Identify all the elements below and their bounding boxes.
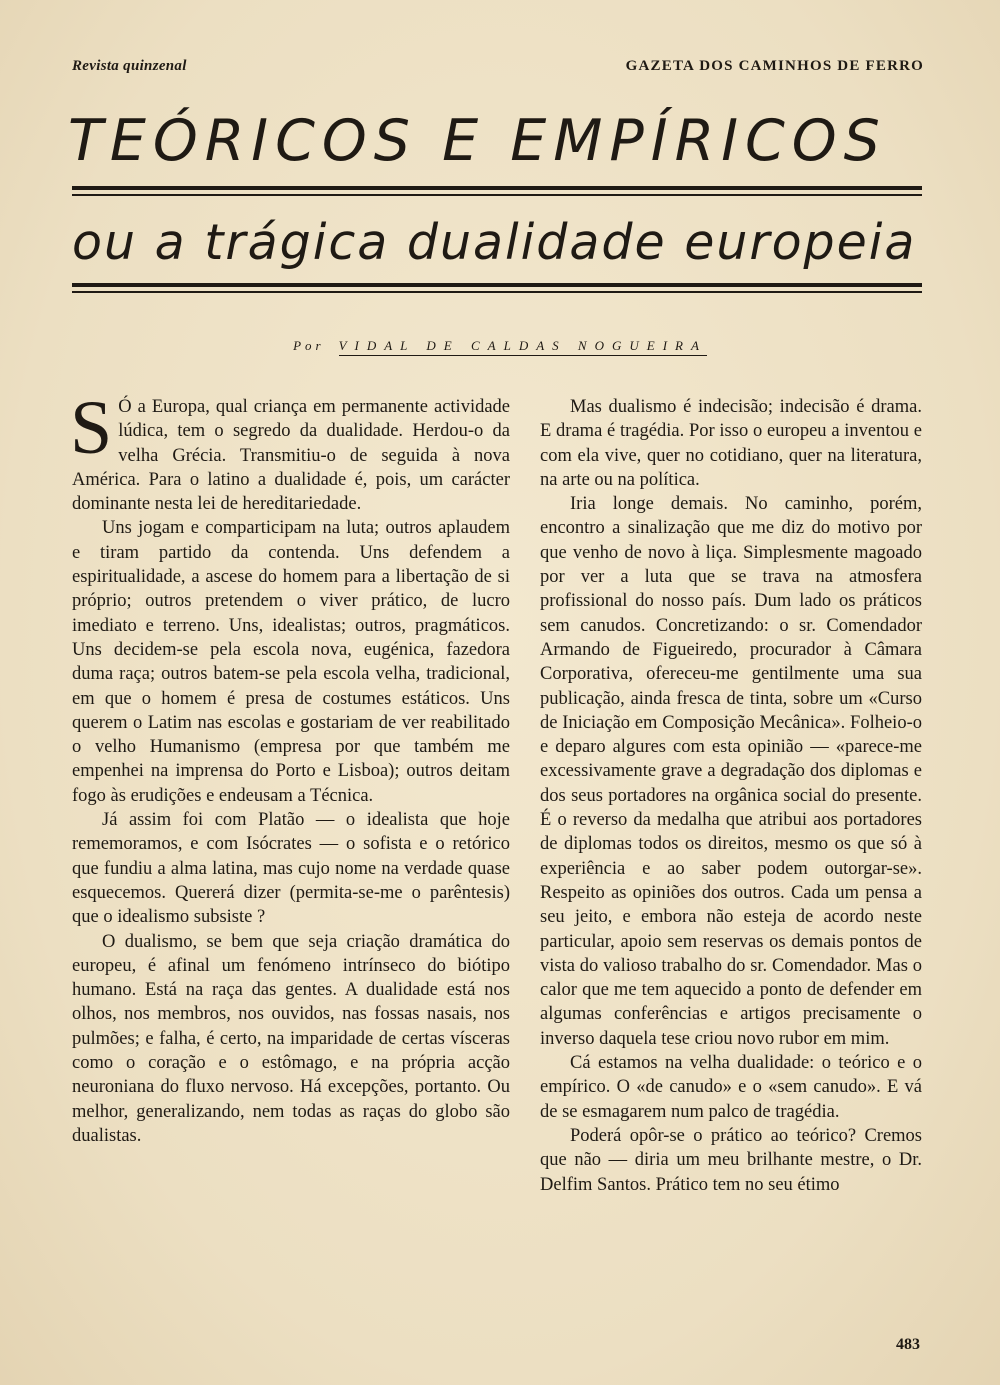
title-rule-thin [72,194,922,196]
paragraph: Poderá opôr-se o prático ao teórico? Cremos que não — diria um meu brilhante mestre, o Dr. Delfim Santos. Prático tem no seu étimo [540,1125,922,1195]
paragraph: Iria longe demais. No caminho, porém, encontro a sinalização que me diz do motivo por que venho de novo à liça. Simplesmente magoado por ver a luta que se trava na atmosfera profissional do nosso país. Dum lado os práticos sem canudos. Concretizando: o sr. Comendador Armando de Figueiredo, procurador à Câmara Corporativa, ofereceu-me gentilmente uma sua publicação, ainda fresca de tinta, sobre um «Curso de Iniciação em Composição Mecânica». Folheio-o e deparo algures com esta opinião — «parece-me excessivamente grave a degradação dos diplomas e dos seus portadores na orgânica social do presente. É o reverso da medalha que atribui aos portadores de diplomas todos os direitos, mesmo os que só à experiência e ao saber podem outorgar-se». Respeito as opiniões dos outros. Cada um pensa a seu jeito, e embora não esteja de acordo neste particular, apoio sem reservas os demais pontos de vista do valioso trabalho do sr. Comendador. Mas o calor que me tem aquecido a ponto de defender em algumas conferências e artigos precisamente o inverso daquela tese criou novo rubor em mim. [540,494,922,1049]
paragraph-text: Ó a Europa, qual criança em permanente actividade lúdica, tem o segredo da dualidade. Herdou-o da velha Grécia. Transmitiu-o de seguida à nova América. Para o latino a dualidade é, pois, um carácter dominante nesta lei de hereditariedade. [72,397,510,515]
header-publication-title: GAZETA DOS CAMINHOS DE FERRO [625,58,924,74]
drop-cap: S [70,386,113,470]
paragraph: Uns jogam e comparticipam na luta; outros aplaudem e tiram partido da contenda. Uns defendem a espiritualidade, a ascese do homem para a libertação de si próprio; outros pretendem o viver prático, de lucro imediato e terreno. Uns, idealistas; outros, pragmáticos. Uns decidem-se pela escola nova, eugénica, fazedora duma raça; outros batem-se pela escola velha, tradicional, em que o homem é presa de costumes estáticos. Uns querem o Latim nas escolas e gostariam de ver reabilitado o velho Humanismo (empresa por que também me empenhei na imprensa do Porto e Lisboa); outros deitam fogo às erudições e endeusam a Técnica. [72,518,510,806]
paragraph: Mas dualismo é indecisão; indecisão é drama. E drama é tragédia. Por isso o europeu a inventou e com ela vive, quer no cotidiano, quer na literatura, na arte ou na política. [540,397,922,490]
right-column [540,395,922,1197]
paragraph [70,386,510,516]
left-column [70,386,510,1148]
page-number: 483 [896,1336,920,1353]
paragraph: Cá estamos na velha dualidade: o teórico e o empírico. O «de canudo» e o «sem canudo». E vá de se esmagarem num palco de tragédia. [540,1053,922,1122]
paragraph: O dualismo, se bem que seja criação dramática do europeu, é afinal um fenómeno intrínseco do biótipo humano. Está na raça das gentes. A dualidade está nos olhos, nos membros, nos ouvidos, nas fossas nasais, nos pulmões; e falha, é certo, na imparidade de certas vísceras como o coração e o estômago, e na própria acção neuroniana do fluxo nervoso. Há excepções, portanto. Ou melhor, generalizando, nem todas as raças do globo são dualistas. [72,931,510,1146]
paragraph: Já assim foi com Platão — o idealista que hoje rememoramos, e com Isócrates — o sofista e o retórico que fundiu a alma latina, mas cujo nome na verdade quase esquecemos. Quererá dizer (permita-se-me o parêntesis) que o idealismo subsiste ? [72,810,510,928]
header-periodicity: Revista quinzenal [72,58,187,74]
article-subtitle: ou a trágica dualidade europeia [72,214,917,271]
article-title: TEÓRICOS E EMPÍRICOS [68,108,887,174]
title-rule-thick [72,186,922,190]
subtitle-rule-thin [72,291,922,293]
byline [0,338,1000,354]
subtitle-rule-thick [72,283,922,287]
byline-author: VIDAL DE CALDAS NOGUEIRA [339,338,707,356]
byline-prefix: Por [293,338,325,353]
